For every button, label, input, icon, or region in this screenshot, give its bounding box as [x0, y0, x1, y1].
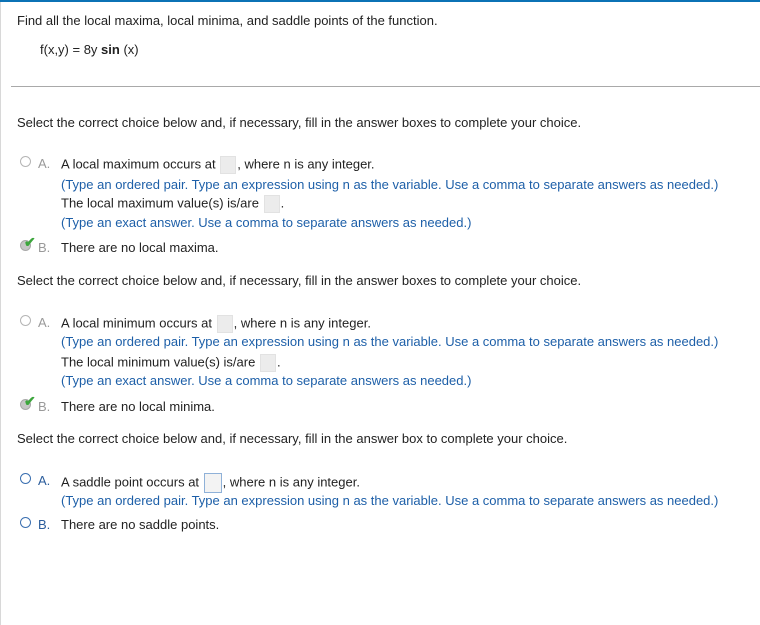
saddle-option-a-letter: A.: [38, 473, 51, 488]
max-value-line: [61, 195, 284, 213]
function-sin: sin: [101, 42, 120, 57]
saddle-option-a-radio[interactable]: [20, 473, 31, 484]
checkmark-icon: ✔: [24, 393, 36, 409]
min-option-b-letter: B.: [38, 399, 51, 414]
min-option-a-hint2: (Type an exact answer. Use a comma to separate answers as needed.): [61, 373, 472, 388]
saddle-option-b-letter: B.: [38, 517, 51, 532]
max-option-a-letter: A.: [38, 156, 51, 171]
max-option-a-radio[interactable]: [20, 156, 31, 167]
max-option-a-hint2: (Type an exact answer. Use a comma to separate answers as needed.): [61, 215, 472, 230]
question-prompt: Find all the local maxima, local minima, and saddle points of the function.: [17, 13, 438, 28]
min-instruction: Select the correct choice below and, if necessary, fill in the answer boxes to complete your choice.: [17, 273, 582, 288]
min-value-answer-box[interactable]: [260, 354, 276, 372]
saddle-option-b-radio[interactable]: [20, 517, 31, 528]
max-point-answer-box[interactable]: [220, 156, 236, 174]
min-option-a-hint1: (Type an ordered pair. Type an expression using n as the variable. Use a comma to separate answers as needed.): [61, 334, 719, 349]
checkmark-icon: ✔: [24, 234, 36, 250]
min-option-a-letter: A.: [38, 315, 51, 330]
saddle-option-a-hint1: (Type an ordered pair. Type an expression using n as the variable. Use a comma to separate answers as needed.): [61, 493, 719, 508]
max-option-a-hint1: (Type an ordered pair. Type an expression using n as the variable. Use a comma to separate answers as needed.): [61, 177, 719, 192]
saddle-option-b-text: There are no saddle points.: [61, 517, 220, 532]
saddle-instruction: Select the correct choice below and, if necessary, fill in the answer box to complete your choice.: [17, 431, 568, 446]
function-suffix: (x): [119, 42, 139, 57]
min-point-answer-box[interactable]: [217, 315, 233, 333]
min-option-b-text: There are no local minima.: [61, 399, 215, 414]
divider: [11, 86, 760, 87]
max-value-label: The local maximum value(s) is/are: [61, 195, 259, 211]
saddle-option-a-text-after: , where n is any integer.: [222, 474, 360, 490]
max-option-a-text: [61, 156, 375, 174]
min-value-label: The local minimum value(s) is/are: [61, 354, 256, 370]
min-value-line: [61, 354, 281, 372]
min-option-a-radio[interactable]: [20, 315, 31, 326]
max-value-answer-box[interactable]: [264, 195, 280, 213]
min-option-a-text: [61, 315, 371, 333]
min-value-end: .: [276, 354, 281, 370]
max-option-a-text-before: A local maximum occurs at: [61, 156, 216, 172]
saddle-option-a-text: [61, 473, 360, 493]
function-prefix: f(x,y) = 8y: [40, 42, 102, 57]
min-option-a-text-after: , where n is any integer.: [233, 315, 371, 331]
top-accent-bar: [0, 0, 760, 2]
max-value-end: .: [280, 195, 285, 211]
max-option-b-text: There are no local maxima.: [61, 240, 219, 255]
min-option-a-text-before: A local minimum occurs at: [61, 315, 212, 331]
left-border: [0, 2, 1, 625]
saddle-option-a-text-before: A saddle point occurs at: [61, 474, 200, 490]
max-option-b-letter: B.: [38, 240, 51, 255]
max-option-a-text-after: , where n is any integer.: [237, 156, 375, 172]
max-instruction: Select the correct choice below and, if necessary, fill in the answer boxes to complete your choice.: [17, 115, 582, 130]
saddle-point-answer-box[interactable]: [204, 473, 222, 493]
function-formula: [40, 42, 139, 57]
